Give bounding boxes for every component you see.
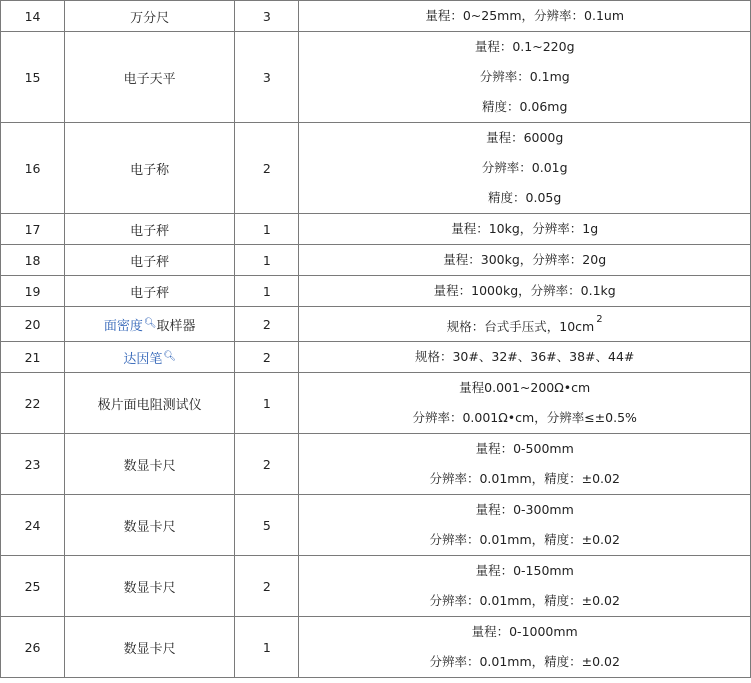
search-icon[interactable]: 🔍︎ — [143, 317, 157, 329]
quantity: 1 — [235, 373, 299, 434]
spec-line: 规格：台式手压式，10cm — [446, 318, 595, 334]
table-row — [1, 556, 751, 617]
spec-cell — [299, 276, 751, 307]
spec-line: 分辨率：0.01mm，精度：±0.02 — [429, 471, 620, 486]
spec-line: 量程：10kg，分辨率：1g — [451, 221, 599, 236]
equipment-name: 电子称 — [65, 123, 235, 214]
quantity: 2 — [235, 434, 299, 495]
quantity: 2 — [235, 123, 299, 214]
table-row — [1, 307, 751, 342]
spec-line: 量程0.001~200Ω•cm — [459, 380, 591, 395]
spec-line: 量程：0-500mm — [475, 441, 574, 456]
spec-cell — [299, 245, 751, 276]
equipment-name: 数显卡尺 — [65, 495, 235, 556]
equipment-name: 电子秤 — [65, 245, 235, 276]
table-row — [1, 276, 751, 307]
spec-line: 精度：0.06mg — [481, 99, 568, 114]
spec-cell — [299, 556, 751, 617]
quantity: 5 — [235, 495, 299, 556]
quantity: 1 — [235, 245, 299, 276]
spec-cell — [299, 32, 751, 123]
row-number: 16 — [1, 123, 65, 214]
name-rest: 取样器 — [156, 318, 196, 334]
spec-line: 分辨率：0.001Ω•cm，分辨率≤±0.5% — [412, 410, 637, 425]
spec-cell — [299, 307, 751, 342]
equipment-name: 数显卡尺 — [65, 556, 235, 617]
quantity: 3 — [235, 32, 299, 123]
row-number: 18 — [1, 245, 65, 276]
table-row — [1, 32, 751, 123]
spec-cell — [299, 214, 751, 245]
row-number: 22 — [1, 373, 65, 434]
spec-line: 量程：6000g — [486, 130, 564, 145]
row-number: 14 — [1, 1, 65, 32]
equipment-name: 数显卡尺 — [65, 434, 235, 495]
equipment-name: 电子秤 — [65, 276, 235, 307]
search-icon[interactable]: 🔍︎ — [163, 350, 177, 362]
spec-line: 分辨率：0.1mg — [479, 69, 570, 84]
spec-line: 量程：300kg，分辨率：20g — [443, 252, 607, 267]
spec-cell — [299, 617, 751, 678]
spec-cell — [299, 342, 751, 373]
spec-cell — [299, 123, 751, 214]
quantity: 2 — [235, 556, 299, 617]
name-link[interactable]: 达因笔 — [123, 351, 163, 367]
table-row — [1, 434, 751, 495]
row-number: 25 — [1, 556, 65, 617]
table-row — [1, 373, 751, 434]
spec-line: 量程：0-300mm — [475, 502, 574, 517]
table-row — [1, 1, 751, 32]
equipment-name: 极片面电阻测试仪 — [65, 373, 235, 434]
spec-line: 量程：0-1000mm — [471, 624, 578, 639]
table-row — [1, 245, 751, 276]
spec-line: 分辨率：0.01mm，精度：±0.02 — [429, 593, 620, 608]
quantity: 1 — [235, 617, 299, 678]
row-number: 19 — [1, 276, 65, 307]
quantity: 2 — [235, 342, 299, 373]
spec-cell — [299, 495, 751, 556]
row-number: 17 — [1, 214, 65, 245]
table-row — [1, 123, 751, 214]
equipment-name: 万分尺 — [65, 1, 235, 32]
row-number: 23 — [1, 434, 65, 495]
equipment-name: 电子天平 — [65, 32, 235, 123]
row-number: 20 — [1, 307, 65, 342]
table-row — [1, 617, 751, 678]
table-row — [1, 342, 751, 373]
equipment-name: 电子秤 — [65, 214, 235, 245]
spec-line: 分辨率：0.01g — [481, 160, 568, 175]
spec-line: 量程：1000kg，分辨率：0.1kg — [433, 283, 616, 298]
table-row — [1, 495, 751, 556]
name-link[interactable]: 面密度 — [103, 318, 143, 334]
spec-line: 精度：0.05g — [488, 190, 562, 205]
spec-line: 规格：30#、32#、36#、38#、44# — [414, 349, 635, 364]
spec-superscript: 2 — [596, 313, 603, 325]
table-row — [1, 214, 751, 245]
row-number: 26 — [1, 617, 65, 678]
row-number: 21 — [1, 342, 65, 373]
equipment-name: 数显卡尺 — [65, 617, 235, 678]
spec-cell — [299, 1, 751, 32]
equipment-name — [65, 342, 235, 373]
spec-cell — [299, 434, 751, 495]
spec-line: 量程：0-150mm — [475, 563, 574, 578]
spec-line: 量程：0.1~220g — [474, 39, 575, 54]
quantity: 1 — [235, 214, 299, 245]
row-number: 15 — [1, 32, 65, 123]
equipment-name — [65, 307, 235, 342]
row-number: 24 — [1, 495, 65, 556]
quantity: 3 — [235, 1, 299, 32]
spec-line: 分辨率：0.01mm，精度：±0.02 — [429, 654, 620, 669]
quantity: 1 — [235, 276, 299, 307]
spec-line: 量程：0~25mm，分辨率：0.1um — [425, 8, 625, 23]
spec-line: 分辨率：0.01mm，精度：±0.02 — [429, 532, 620, 547]
spec-cell — [299, 373, 751, 434]
quantity: 2 — [235, 307, 299, 342]
